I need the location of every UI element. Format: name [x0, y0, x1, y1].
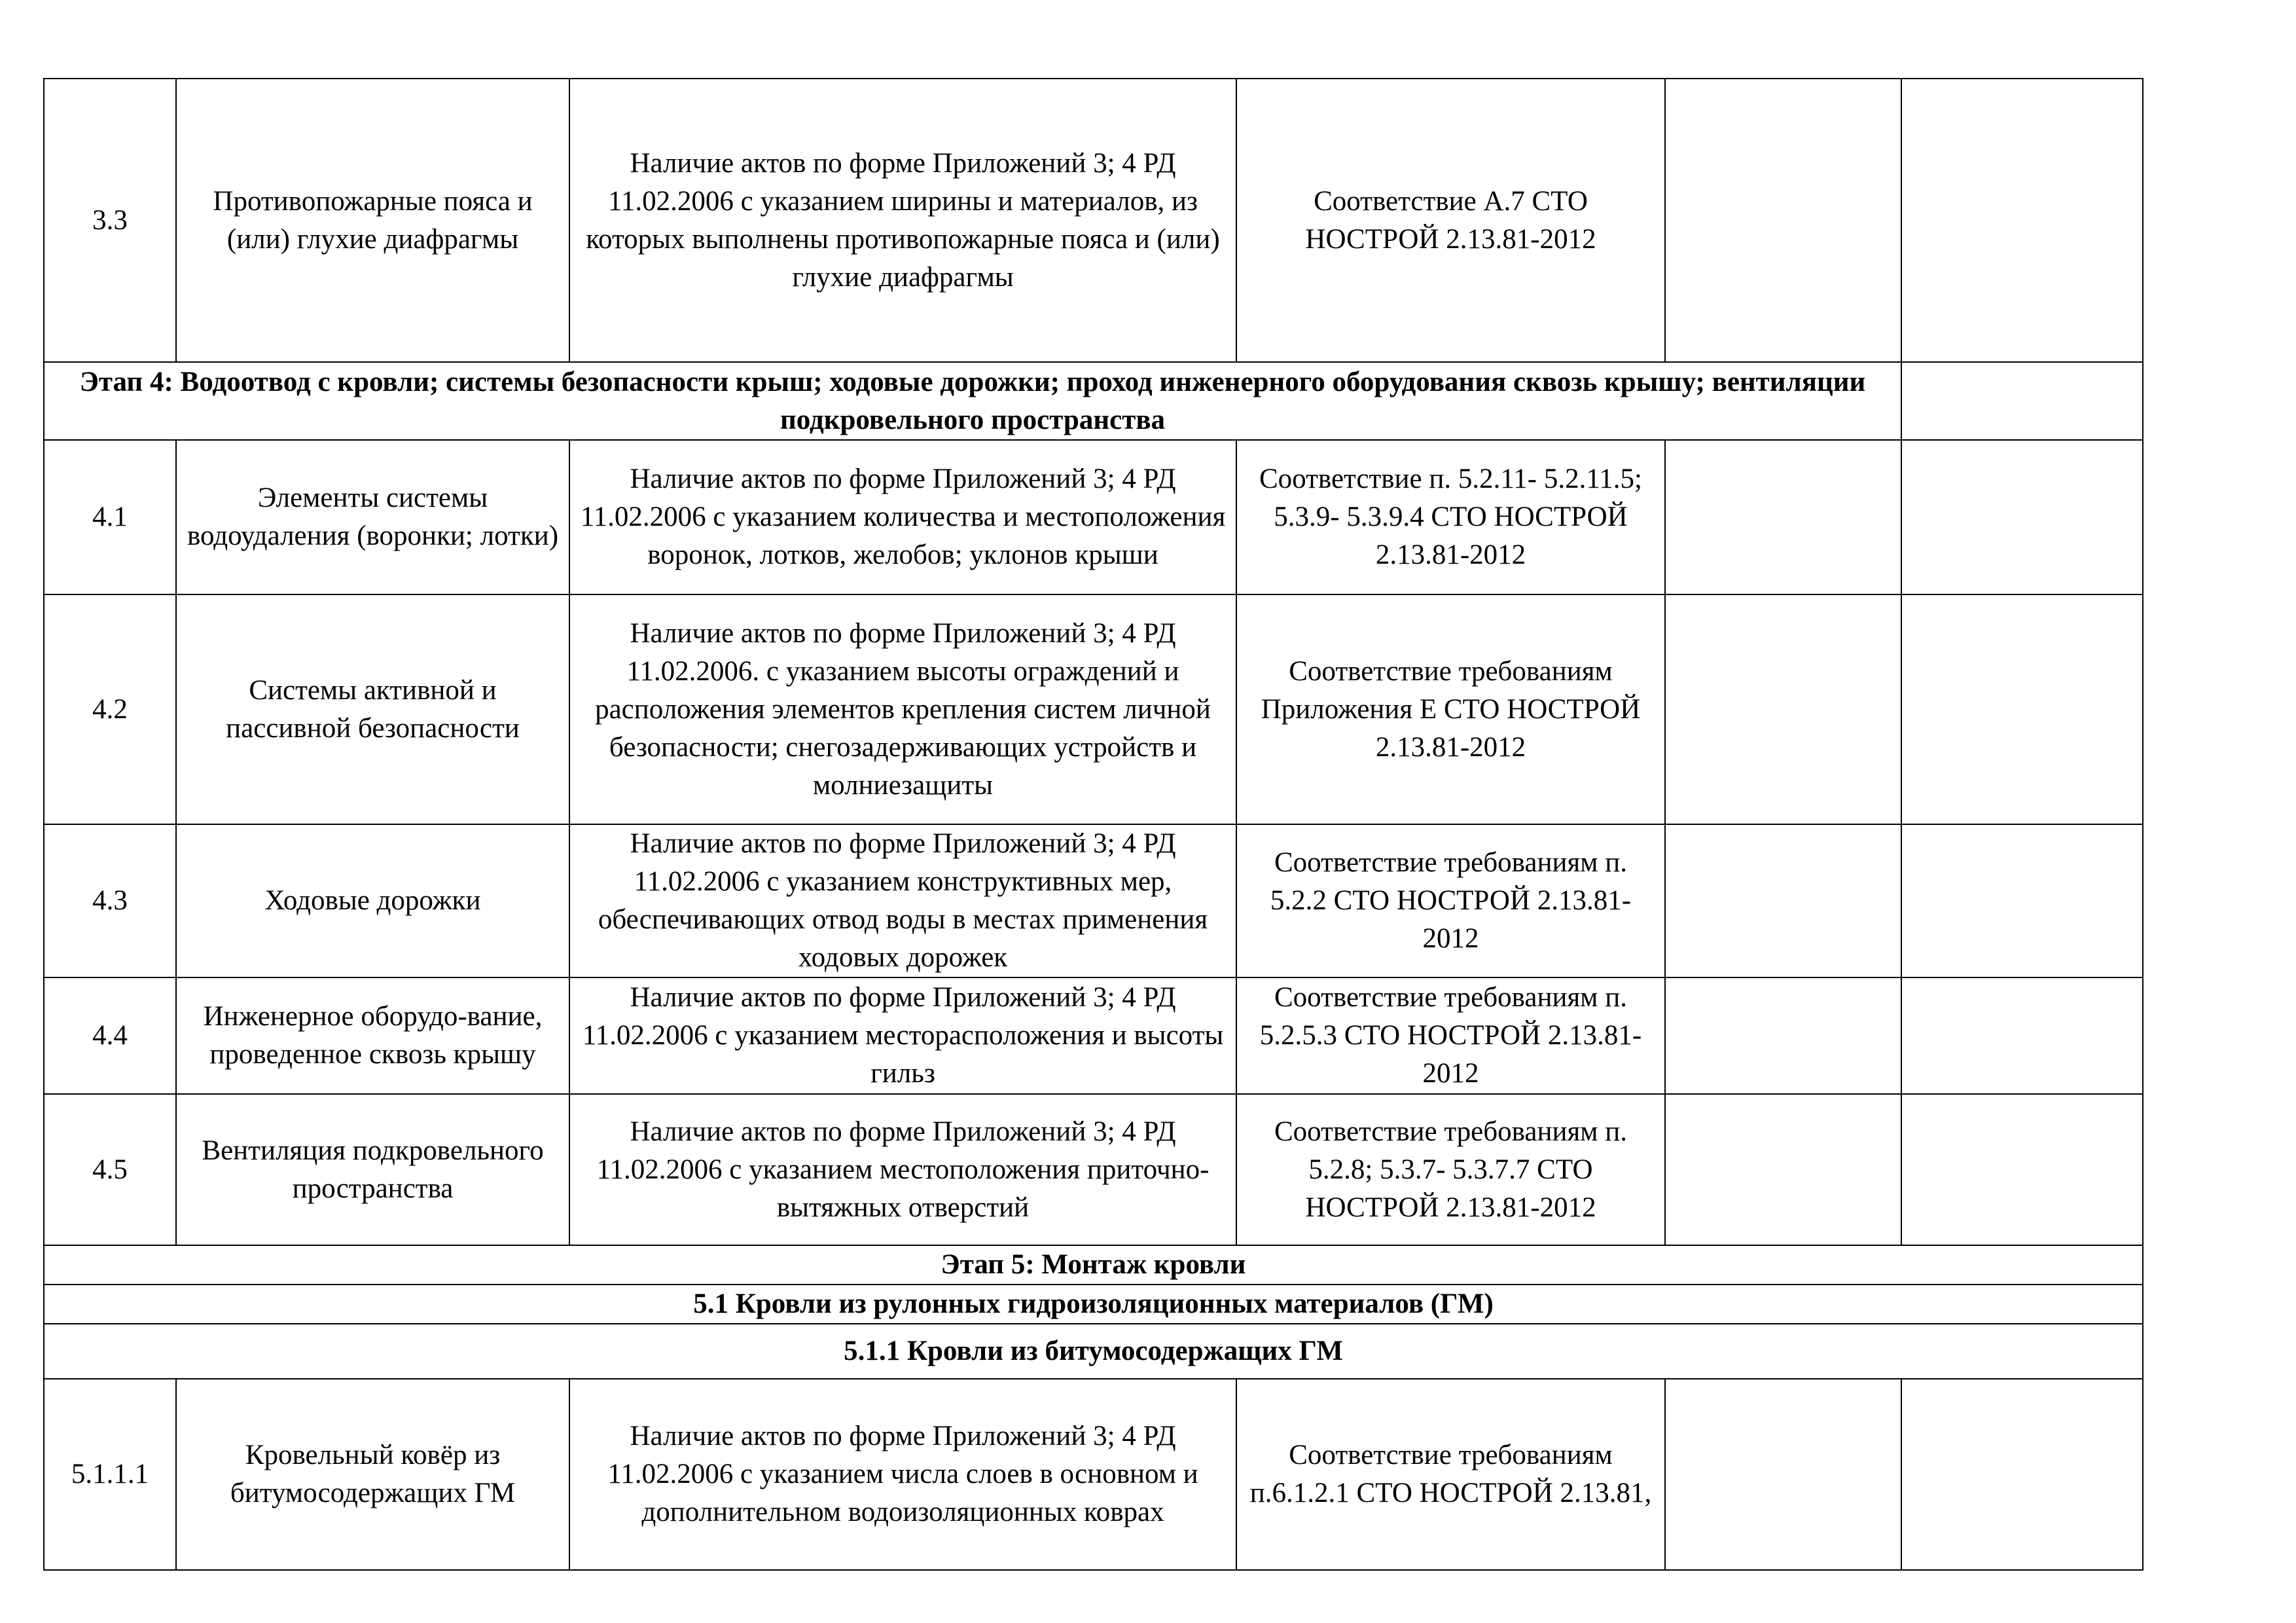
- item-compliance: Соответствие требованиям п. 5.2.5.3 СТО НОСТРОЙ 2.13.81-2012: [1236, 977, 1665, 1094]
- subsection-heading: 5.1.1 Кровли из битумосодержащих ГМ: [44, 1324, 2143, 1379]
- item-name: Противопожарные пояса и (или) глухие диафрагмы: [176, 79, 569, 362]
- table-row: [44, 824, 2143, 977]
- table-row: [44, 79, 2143, 362]
- item-compliance: Соответствие требованиям Приложения Е СТО НОСТРОЙ 2.13.81-2012: [1236, 594, 1665, 824]
- item-documents: Наличие актов по форме Приложений 3; 4 РД 11.02.2006 с указанием конструктивных мер, обеспечивающих отвод воды в местах применения ходовых дорожек: [569, 824, 1236, 977]
- empty-cell: [1901, 594, 2143, 824]
- empty-cell: [1665, 440, 1901, 594]
- empty-cell: [1665, 1094, 1901, 1245]
- item-compliance: Соответствие п. 5.2.11- 5.2.11.5; 5.3.9- 5.3.9.4 СТО НОСТРОЙ 2.13.81-2012: [1236, 440, 1665, 594]
- document-page: [43, 78, 2142, 1571]
- empty-cell: [1665, 977, 1901, 1094]
- item-name: Элементы системы водоудаления (воронки; лотки): [176, 440, 569, 594]
- item-number: 4.4: [44, 977, 176, 1094]
- empty-cell: [1901, 1379, 2143, 1570]
- table-row: [44, 440, 2143, 594]
- empty-cell: [1901, 1094, 2143, 1245]
- item-number: 4.3: [44, 824, 176, 977]
- stage-heading: Этап 5: Монтаж кровли: [44, 1245, 2143, 1285]
- item-compliance: Соответствие требованиям п.6.1.2.1 СТО НОСТРОЙ 2.13.81,: [1236, 1379, 1665, 1570]
- stage-row: [44, 1285, 2143, 1324]
- empty-cell: [1665, 824, 1901, 977]
- empty-cell: [1665, 1379, 1901, 1570]
- empty-cell: [1901, 824, 2143, 977]
- table-row: [44, 1379, 2143, 1570]
- empty-cell: [1665, 79, 1901, 362]
- item-name: Инженерное оборудо-вание, проведенное сквозь крышу: [176, 977, 569, 1094]
- empty-cell: [1901, 977, 2143, 1094]
- table-row: [44, 594, 2143, 824]
- item-name: Ходовые дорожки: [176, 824, 569, 977]
- empty-cell: [1665, 594, 1901, 824]
- table-row: [44, 1094, 2143, 1245]
- empty-cell: [1901, 440, 2143, 594]
- section-heading: 5.1 Кровли из рулонных гидроизоляционных материалов (ГМ): [44, 1285, 2143, 1324]
- item-name: Системы активной и пассивной безопасности: [176, 594, 569, 824]
- stage-row: [44, 1245, 2143, 1285]
- item-documents: Наличие актов по форме Приложений 3; 4 РД 11.02.2006 с указанием местоположения приточно-вытяжных отверстий: [569, 1094, 1236, 1245]
- item-number: 5.1.1.1: [44, 1379, 176, 1570]
- item-number: 4.1: [44, 440, 176, 594]
- empty-cell: [1901, 79, 2143, 362]
- stage-row: [44, 362, 2143, 440]
- item-documents: Наличие актов по форме Приложений 3; 4 РД 11.02.2006 с указанием месторасположения и высоты гильз: [569, 977, 1236, 1094]
- item-compliance: Соответствие А.7 СТО НОСТРОЙ 2.13.81-2012: [1236, 79, 1665, 362]
- item-documents: Наличие актов по форме Приложений 3; 4 РД 11.02.2006 с указанием количества и местоположения воронок, лотков, желобов; уклонов крыши: [569, 440, 1236, 594]
- item-name: Вентиляция подкровельного пространства: [176, 1094, 569, 1245]
- item-compliance: Соответствие требованиям п. 5.2.2 СТО НОСТРОЙ 2.13.81-2012: [1236, 824, 1665, 977]
- item-number: 4.2: [44, 594, 176, 824]
- stage-heading: Этап 4: Водоотвод с кровли; системы безопасности крыш; ходовые дорожки; проход инженерного оборудования сквозь крышу; вентиляции подкровельного пространства: [44, 362, 1901, 440]
- inspection-table: [43, 78, 2144, 1571]
- item-documents: Наличие актов по форме Приложений 3; 4 РД 11.02.2006. с указанием высоты ограждений и расположения элементов крепления систем личной безопасности; снегозадерживающих устройств и молниезащиты: [569, 594, 1236, 824]
- stage-row: [44, 1324, 2143, 1379]
- item-documents: Наличие актов по форме Приложений 3; 4 РД 11.02.2006 с указанием ширины и материалов, из которых выполнены противопожарные пояса и (или) глухие диафрагмы: [569, 79, 1236, 362]
- item-compliance: Соответствие требованиям п. 5.2.8; 5.3.7- 5.3.7.7 СТО НОСТРОЙ 2.13.81-2012: [1236, 1094, 1665, 1245]
- empty-cell: [1901, 362, 2143, 440]
- item-number: 3.3: [44, 79, 176, 362]
- item-documents: Наличие актов по форме Приложений 3; 4 РД 11.02.2006 с указанием числа слоев в основном и дополнительном водоизоляционных коврах: [569, 1379, 1236, 1570]
- table-row: [44, 977, 2143, 1094]
- item-number: 4.5: [44, 1094, 176, 1245]
- item-name: Кровельный ковёр из битумосодержащих ГМ: [176, 1379, 569, 1570]
